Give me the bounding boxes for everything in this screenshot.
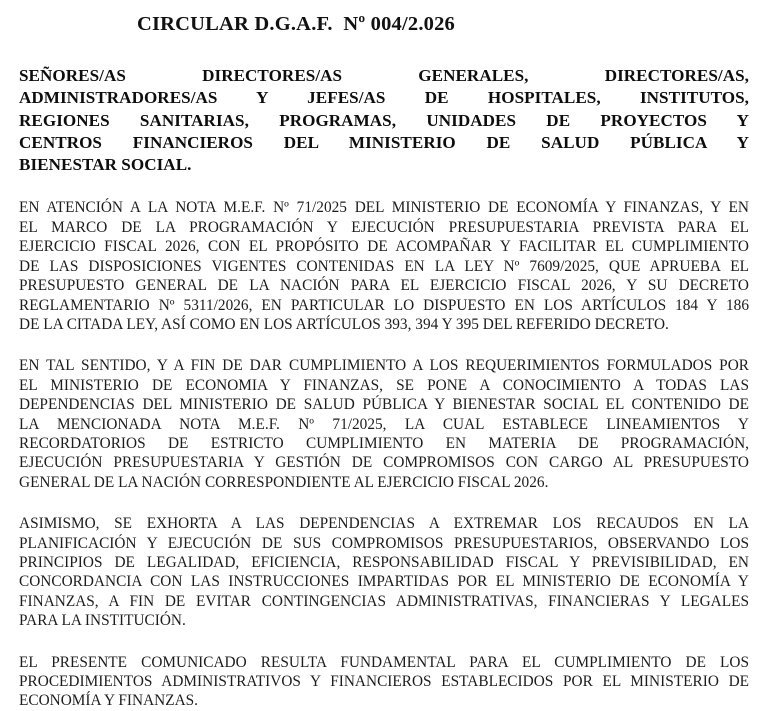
paragraph-line: DEPENDENCIAS DEL MINISTERIO DE SALUD PÚBLICA Y BIENESTAR SOCIAL EL CONTENIDO DE <box>19 396 749 414</box>
paragraph-line: PARA LA INSTITUCIÓN. <box>19 612 186 630</box>
paragraph-line: GENERAL DE LA NACIÓN CORRESPONDIENTE AL EJERCICIO FISCAL 2026. <box>19 473 549 491</box>
paragraph-4 <box>19 653 749 711</box>
paragraph-line: PLANIFICACIÓN Y EJECUCIÓN DE SUS COMPROMISOS PRESUPUESTARIOS, OBSERVANDO LOS <box>19 534 749 552</box>
paragraph-line: EN ATENCIÓN A LA NOTA M.E.F. Nº 71/2025 DEL MINISTERIO DE ECONOMÍA Y FINANZAS, Y EN <box>19 199 749 217</box>
paragraph-line: DE LAS DISPOSICIONES VIGENTES CONTENIDAS EN LA LEY Nº 7609/2025, QUE APRUEBA EL <box>19 257 749 275</box>
paragraph-line: EN TAL SENTIDO, Y A FIN DE DAR CUMPLIMIENTO A LOS REQUERIMIENTOS FORMULADOS POR <box>19 357 749 375</box>
addressee-line: CENTROS FINANCIEROS DEL MINISTERIO DE SALUD PÚBLICA Y <box>19 132 749 152</box>
paragraph-line: CONCORDANCIA CON LAS INSTRUCCIONES IMPARTIDAS POR EL MINISTERIO DE ECONOMÍA Y <box>19 573 749 591</box>
paragraph-line: PRINCIPIOS DE LEGALIDAD, EFICIENCIA, RESPONSABILIDAD FISCAL Y PREVISIBILIDAD, EN <box>19 553 749 571</box>
paragraph-3 <box>19 514 749 630</box>
paragraph-line: ECONOMÍA Y FINANZAS. <box>19 692 199 710</box>
addressee-line: BIENESTAR SOCIAL. <box>19 155 192 175</box>
paragraph-line: REGLAMENTARIO Nº 5311/2026, EN PARTICULAR LO DISPUESTO EN LOS ARTÍCULOS 184 Y 186 <box>19 296 749 314</box>
paragraph-line: PROCEDIMIENTOS ADMINISTRATIVOS Y FINANCIEROS ESTABLECIDOS POR EL MINISTERIO DE <box>19 673 749 691</box>
document-body <box>0 65 770 711</box>
addressee-line: ADMINISTRADORES/AS Y JEFES/AS DE HOSPITALES, INSTITUTOS, <box>19 88 749 108</box>
paragraph-line: EL MARCO DE LA PROGRAMACIÓN Y EJECUCIÓN PRESUPUESTARIA PREVISTA PARA EL <box>19 218 749 236</box>
paragraph-line: FINANZAS, A FIN DE EVITAR CONTINGENCIAS ADMINISTRATIVAS, FINANCIERAS Y LEGALES <box>19 592 749 610</box>
paragraph-line: PRESUPUESTO GENERAL DE LA NACIÓN PARA EL EJERCICIO FISCAL 2026, Y SU DECRETO <box>19 277 749 295</box>
addressee-line: REGIONES SANITARIAS, PROGRAMAS, UNIDADES DE PROYECTOS Y <box>19 110 749 130</box>
paragraph-line: EJECUCIÓN PRESUPUESTARIA Y GESTIÓN DE COMPROMISOS CON CARGO AL PRESUPUESTO <box>19 454 749 472</box>
paragraph-2 <box>19 356 749 492</box>
paragraph-line: RECORDATORIOS DE ESTRICTO CUMPLIMIENTO EN MATERIA DE PROGRAMACIÓN, <box>19 434 749 452</box>
paragraph-line: EL MINISTERIO DE ECONOMIA Y FINANZAS, SE PONE A CONOCIMIENTO A TODAS LAS <box>19 376 749 394</box>
addressee-line: SEÑORES/AS DIRECTORES/AS GENERALES, DIRECTORES/AS, <box>19 66 749 85</box>
paragraph-line: LA MENCIONADA NOTA M.E.F. Nº 71/2025, LA CUAL ESTABLECE LINEAMIENTOS Y <box>19 415 749 433</box>
page-title: CIRCULAR D.G.A.F. Nº 004/2.026 <box>136 13 455 35</box>
paragraph-line: DE LA CITADA LEY, ASÍ COMO EN LOS ARTÍCULOS 393, 394 Y 395 DEL REFERIDO DECRETO. <box>19 315 669 333</box>
paragraph-line: ASIMISMO, SE EXHORTA A LAS DEPENDENCIAS A EXTREMAR LOS RECAUDOS EN LA <box>19 515 749 533</box>
paragraph-1 <box>19 198 749 334</box>
paragraph-line: EL PRESENTE COMUNICADO RESULTA FUNDAMENTAL PARA EL CUMPLIMIENTO DE LOS <box>19 653 749 671</box>
addressee-block <box>19 65 749 176</box>
paragraph-line: EJERCICIO FISCAL 2026, CON EL PROPÓSITO DE ACOMPAÑAR Y FACILITAR EL CUMPLIMIENTO <box>19 238 749 256</box>
